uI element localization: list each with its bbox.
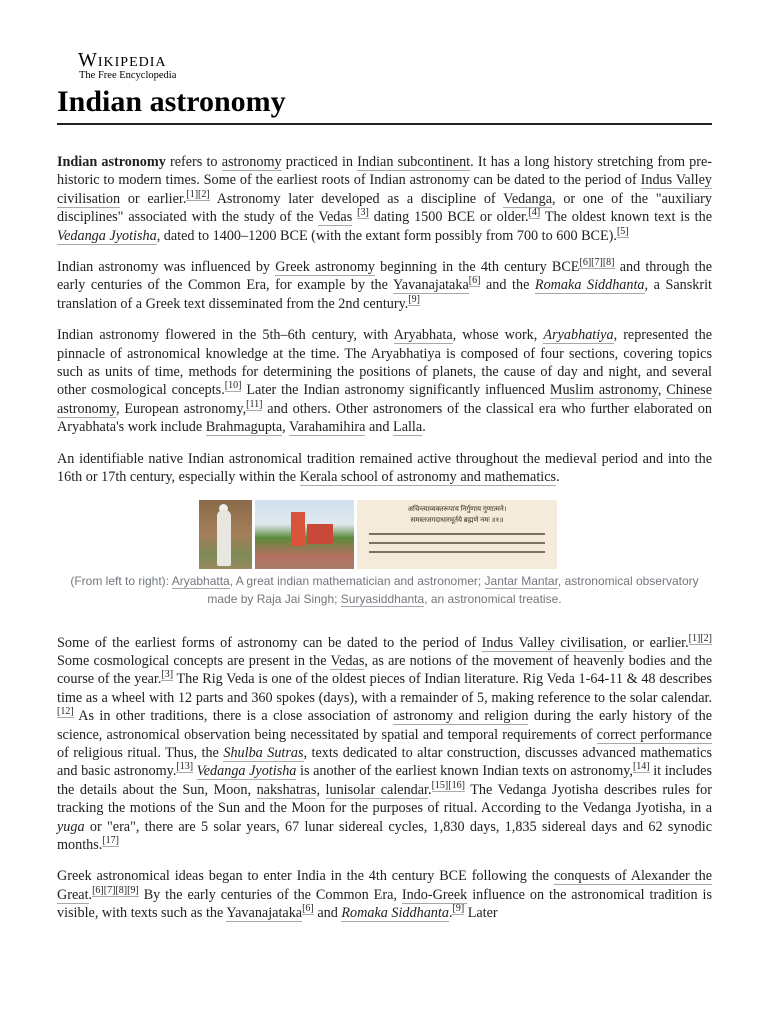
- citation-link[interactable]: [5]: [616, 225, 629, 237]
- paragraph: [57, 153, 712, 245]
- text-run: , represented the pinnacle of astronomical knowledge at the time. The Aryabhatiya is composed of four sections, covering topics such as units of time, methods for determining the positions of planets, the cause of day and night, and several other cosmological concepts.: [57, 327, 712, 399]
- text-run: yuga: [57, 818, 85, 835]
- citation-link[interactable]: [9]: [127, 884, 139, 896]
- title-divider: [57, 123, 712, 125]
- citation-link[interactable]: [1]: [688, 632, 701, 644]
- text-run: By the early centuries of the Common Era,: [138, 886, 402, 903]
- text-run: , whose work,: [452, 327, 544, 344]
- text-run: influence on the astronomical tradition is visible, with texts such as the: [57, 886, 712, 922]
- text-run: and others. Other astronomers of the classical era who further elaborated on Aryabhata's work include: [57, 400, 712, 436]
- citation-link[interactable]: [2]: [198, 188, 210, 200]
- text-run: Indian astronomy was influenced by: [57, 259, 276, 276]
- paragraph: [57, 258, 712, 313]
- text-run: beginning in the 4th century BCE: [374, 259, 580, 276]
- link-indian-subcontinent[interactable]: Indian subcontinent: [357, 154, 471, 170]
- citation-link[interactable]: [16]: [448, 779, 465, 791]
- link-muslim-astronomy[interactable]: Muslim astronomy: [549, 382, 658, 399]
- link-vedanga-jyotisha[interactable]: Vedanga Jyotisha: [57, 227, 157, 244]
- link-aryabhatiya[interactable]: Aryabhatiya: [543, 327, 614, 344]
- text-run: , or one of the "auxiliary disciplines" associated with the study of the: [57, 190, 712, 226]
- text-run: and: [313, 905, 342, 922]
- citation-3[interactable]: [357, 207, 369, 219]
- citation-6[interactable]: [579, 257, 591, 269]
- text-run: during the early history of the science, astronomical observation being necessitated by spatial and temporal requirements of: [57, 708, 712, 743]
- logo-tagline: The Free Encyclopedia: [79, 70, 177, 81]
- text-run: . It has a long history stretching from pre-historic to modern times. Some of the earliest roots of Indian astronomy can be dated to the period of: [57, 154, 713, 189]
- link-chinese-astronomy[interactable]: Chinese astronomy: [57, 382, 713, 417]
- citation-link[interactable]: [13]: [176, 761, 194, 773]
- citation-14[interactable]: [633, 761, 650, 773]
- paragraph: [57, 450, 712, 487]
- text-run: .: [88, 886, 93, 903]
- article-body: [57, 153, 712, 936]
- citation-link[interactable]: [8]: [602, 257, 615, 269]
- text-run: or "era", there are 5 solar years, 67 lunar sidereal cycles, 1,830 days, 1,835 sidereal days and 62 synodic months.: [57, 818, 712, 853]
- link-suryasiddhanta[interactable]: Suryasiddhanta: [340, 591, 425, 606]
- citation-15[interactable]: [432, 780, 449, 792]
- citation-4[interactable]: [529, 207, 541, 219]
- text-run: , A great indian mathematician and astronomer;: [229, 573, 485, 588]
- citation-10[interactable]: [225, 380, 242, 392]
- text-run: Astronomy later developed as a discipline of: [209, 190, 504, 207]
- aryabhatta-statue-image[interactable]: [199, 500, 252, 569]
- text-run: , astronomical observatory made by Raja Jai Singh;: [207, 573, 699, 606]
- link-vedas[interactable]: Vedas: [330, 652, 365, 669]
- manuscript-line: अचिन्त्याव्यक्तरूपाय निर्गुणाय गुणात्मने।: [407, 504, 507, 513]
- citation-5[interactable]: [617, 226, 629, 238]
- citation-link[interactable]: [6]: [302, 903, 314, 915]
- link-varahamihira[interactable]: Varahamihira: [289, 419, 366, 436]
- citation-link[interactable]: [1]: [186, 188, 199, 200]
- text-run: The Rig Veda is one of the oldest pieces of Indian literature. Rig Veda 1-64-11 & 48 describes time as a wheel with 12 parts and 360 spokes (days), with a remainder of 5, making reference to the solar calendar.: [57, 671, 712, 706]
- text-run: .: [556, 469, 560, 486]
- citation-link[interactable]: [7]: [591, 257, 603, 269]
- link-vedanga[interactable]: Vedanga: [503, 190, 553, 207]
- text-run: , or earlier.: [623, 634, 689, 651]
- link-aryabhata[interactable]: Aryabhata: [393, 327, 453, 344]
- link-romaka-siddhanta[interactable]: Romaka Siddhanta: [534, 277, 645, 294]
- paragraph: [57, 326, 712, 436]
- link-vedanga-jyotisha[interactable]: Vedanga Jyotisha: [196, 763, 297, 780]
- citation-link[interactable]: [17]: [102, 834, 119, 846]
- suryasiddhanta-manuscript-image[interactable]: [357, 500, 557, 569]
- citation-1[interactable]: [689, 633, 701, 645]
- citation-12[interactable]: [57, 706, 74, 718]
- citation-17[interactable]: [102, 835, 119, 847]
- jantar-mantar-image[interactable]: [255, 500, 354, 569]
- text-run: ,: [282, 419, 290, 436]
- text-run: ,: [657, 382, 667, 399]
- text-run: ,: [316, 781, 326, 798]
- link-astronomy-and-religion[interactable]: astronomy and religion: [393, 708, 529, 725]
- citation-link[interactable]: [6]: [468, 275, 481, 287]
- text-run: refers to: [165, 154, 222, 170]
- text-run: of religious ritual. Thus, the: [57, 744, 224, 761]
- text-run: practiced in: [281, 154, 358, 170]
- text-run: , a Sanskrit translation of a Greek text disseminated from the 2nd century.: [57, 277, 712, 312]
- manuscript-line: समस्तजगदाधारमूर्तये ब्रह्मणे नमः ॥१॥: [410, 515, 504, 524]
- citation-link[interactable]: [9]: [408, 293, 420, 305]
- link-indus-valley-civilisation[interactable]: Indus Valley civilisation: [481, 634, 624, 651]
- citation-7[interactable]: [104, 885, 116, 897]
- gallery-caption: [57, 572, 712, 608]
- link-jantar-mantar[interactable]: Jantar Mantar: [484, 573, 558, 588]
- citation-link[interactable]: [2]: [700, 632, 712, 644]
- text-run: The oldest known text is the: [540, 209, 712, 226]
- text-run: , European astronomy,: [115, 400, 247, 417]
- page-title: Indian astronomy: [57, 85, 286, 118]
- link-brahmagupta[interactable]: Brahmagupta: [205, 419, 283, 436]
- text-run: , dated to 1400–1200 BCE (with the extant form possibly from 700 to 600 BCE).: [156, 227, 617, 244]
- citation-link[interactable]: [10]: [224, 380, 242, 392]
- citation-link[interactable]: [15]: [431, 779, 449, 791]
- logo-wordmark: Wikipedia: [78, 49, 167, 71]
- text-run: , texts dedicated to altar construction, discusses advanced mathematics and basic astronomy.: [57, 744, 712, 780]
- citation-9[interactable]: [408, 294, 420, 306]
- link-nakshatras[interactable]: nakshatras: [256, 781, 317, 798]
- link-indus-valley-civilisation[interactable]: Indus Valley civilisation: [57, 172, 713, 207]
- citation-1[interactable]: [186, 189, 198, 201]
- paragraphs-top: [57, 153, 712, 487]
- text-run: Greek astronomical ideas began to enter India in the 4th century BCE following the: [57, 868, 554, 885]
- citation-3[interactable]: [161, 669, 173, 681]
- citation-6[interactable]: [469, 275, 481, 287]
- wikipedia-logo[interactable]: [78, 50, 176, 82]
- link-romaka-siddhanta[interactable]: Romaka Siddhanta: [341, 905, 449, 922]
- paragraph: [57, 867, 712, 922]
- link-shulba-sutras[interactable]: Shulba Sutras: [223, 744, 304, 761]
- bold-term: Indian astronomy: [57, 154, 166, 170]
- link-indo-greek[interactable]: Indo-Greek: [401, 886, 468, 903]
- text-run: , an astronomical treatise.: [424, 591, 562, 606]
- link-aryabhatta[interactable]: Aryabhatta: [171, 573, 230, 588]
- citation-6[interactable]: [92, 885, 104, 897]
- citation-link[interactable]: [14]: [632, 761, 650, 773]
- text-run: dating 1500 BCE or older.: [368, 209, 529, 226]
- paragraphs-bottom: [57, 634, 712, 923]
- link-lalla[interactable]: Lalla: [393, 419, 423, 436]
- text-run: it includes the details about the Sun, Moon,: [57, 763, 712, 798]
- citation-2[interactable]: [198, 189, 210, 201]
- citation-2[interactable]: [700, 633, 712, 645]
- text-run: and through the early centuries of the Common Era, for example by the: [57, 259, 713, 294]
- text-run: Later: [464, 905, 498, 922]
- citation-7[interactable]: [591, 257, 603, 269]
- citation-link[interactable]: [12]: [57, 706, 74, 718]
- link-yavanajataka[interactable]: Yavanajataka: [392, 277, 469, 294]
- citation-13[interactable]: [176, 761, 193, 773]
- citation-link[interactable]: [3]: [357, 207, 369, 219]
- text-run: and: [365, 419, 394, 436]
- link-astronomy[interactable]: astronomy: [221, 154, 282, 170]
- citation-9[interactable]: [127, 885, 139, 897]
- citation-link[interactable]: [6]: [579, 257, 592, 269]
- citation-8[interactable]: [115, 885, 127, 897]
- link-conquests-of-alexander-the-great[interactable]: conquests of Alexander the Great: [57, 868, 712, 903]
- citation-link[interactable]: [4]: [528, 207, 541, 219]
- link-yavanajataka[interactable]: Yavanajataka: [226, 905, 303, 922]
- citation-link[interactable]: [11]: [246, 398, 263, 410]
- text-run: The Vedanga Jyotisha describes rules for tracking the motions of the Sun and the Moon for the purposes of ritual. According to the Vedanga Jyotisha, in a: [57, 781, 712, 817]
- citation-9[interactable]: [452, 903, 464, 915]
- text-run: (From left to right):: [70, 573, 172, 588]
- text-run: An identifiable native Indian astronomical tradition remained active throughout the medieval period and into the 16th or 17th century, especially within the: [57, 450, 712, 486]
- link-vedas[interactable]: Vedas: [318, 209, 353, 226]
- citation-link[interactable]: [9]: [452, 903, 465, 915]
- link-correct-performance[interactable]: correct performance: [596, 726, 712, 743]
- text-run: Indian astronomy flowered in the 5th–6th century, with: [57, 327, 394, 344]
- text-run: Some of the earliest forms of astronomy can be dated to the period of: [57, 634, 482, 651]
- citation-16[interactable]: [448, 780, 465, 792]
- link-greek-astronomy[interactable]: Greek astronomy: [275, 259, 375, 276]
- text-run: .: [422, 419, 426, 436]
- link-lunisolar-calendar[interactable]: lunisolar calendar: [325, 781, 429, 798]
- link-kerala-school-of-astronomy-and-mathematics[interactable]: Kerala school of astronomy and mathematics: [299, 469, 557, 486]
- citation-11[interactable]: [246, 399, 262, 411]
- text-run: .: [448, 905, 453, 922]
- text-run: Later the Indian astronomy significantly influenced: [241, 382, 550, 399]
- text-run: As in other traditions, there is a close association of: [73, 708, 394, 725]
- text-run: Some cosmological concepts are present in the: [57, 652, 331, 669]
- citation-6[interactable]: [302, 903, 314, 915]
- citation-link[interactable]: [7]: [103, 884, 116, 896]
- text-run: and the: [480, 277, 535, 294]
- text-run: , as are notions of the movement of heavenly bodies and the course of the year.: [57, 652, 713, 688]
- text-run: or earlier.: [120, 190, 187, 207]
- citation-link[interactable]: [6]: [92, 884, 104, 896]
- text-run: .: [428, 781, 432, 798]
- citation-8[interactable]: [603, 257, 615, 269]
- text-run: is another of the earliest known Indian texts on astronomy,: [296, 763, 633, 780]
- citation-link[interactable]: [8]: [115, 884, 128, 896]
- image-gallery: [57, 500, 712, 608]
- paragraph: [57, 634, 712, 855]
- citation-link[interactable]: [3]: [161, 669, 174, 681]
